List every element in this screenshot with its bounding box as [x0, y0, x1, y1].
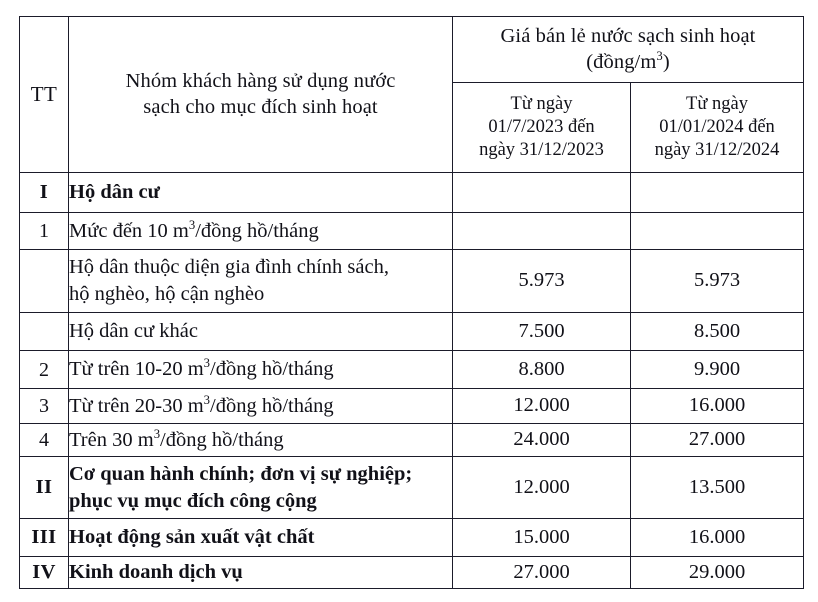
header-price-title-unit [586, 48, 670, 73]
row-index: III [20, 519, 69, 557]
row-index: II [20, 457, 69, 519]
header-period-2023-line1: Từ ngày [510, 93, 573, 114]
row-description-prefix: Từ trên 10-20 m [69, 358, 204, 381]
row-index: I [20, 173, 69, 213]
header-period-2024 [631, 83, 804, 173]
row-price-2024: 27.000 [631, 424, 804, 457]
table-row [20, 557, 804, 589]
row-index: 1 [20, 213, 69, 250]
row-price-2024 [631, 213, 804, 250]
row-index: 4 [20, 424, 69, 457]
table-row [20, 457, 804, 519]
row-price-2024: 9.900 [631, 351, 804, 389]
header-period-2024-line1: Từ ngày [686, 93, 748, 114]
row-index: 2 [20, 351, 69, 389]
row-description-line2: hộ nghèo, hộ cận nghèo [69, 283, 265, 305]
row-price-2023: 5.973 [453, 250, 631, 313]
header-period-2023-line3: ngày 31/12/2023 [479, 140, 604, 161]
row-description [69, 389, 453, 424]
row-price-2024: 29.000 [631, 557, 804, 589]
row-description-exponent: 3 [203, 392, 211, 407]
row-description [69, 351, 453, 389]
row-index: IV [20, 557, 69, 589]
header-customer-group [69, 17, 453, 173]
row-description-prefix: Mức đến 10 m [69, 219, 189, 242]
row-description-prefix: Trên 30 m [69, 428, 154, 451]
row-price-2024: 5.973 [631, 250, 804, 313]
row-description-exponent: 3 [153, 426, 161, 441]
row-price-2023: 7.500 [453, 313, 631, 351]
row-description [69, 424, 453, 457]
row-price-2023: 12.000 [453, 457, 631, 519]
row-description [69, 457, 453, 519]
table-row [20, 351, 804, 389]
header-price-unit-prefix: (đồng/m [586, 50, 657, 73]
table-row [20, 519, 804, 557]
header-period-2023-line2: 01/7/2023 đến [488, 116, 595, 137]
header-period-2024-line3: ngày 31/12/2024 [654, 140, 780, 161]
row-price-2023: 15.000 [453, 519, 631, 557]
row-price-2023 [453, 213, 631, 250]
row-description-suffix: /đồng hồ/tháng [195, 219, 319, 242]
row-description-line1: Cơ quan hành chính; đơn vị sự nghiệp; [69, 462, 413, 485]
table-header-row-1 [20, 17, 804, 83]
table-row [20, 173, 804, 213]
row-index [20, 313, 69, 351]
header-price-title [453, 17, 804, 83]
table-row [20, 389, 804, 424]
row-description: Hoạt động sản xuất vật chất [69, 519, 453, 557]
table-row [20, 424, 804, 457]
row-price-2024: 16.000 [631, 389, 804, 424]
row-price-2023 [453, 173, 631, 213]
header-period-2024-line2: 01/01/2024 đến [659, 116, 775, 137]
row-description [69, 250, 453, 313]
row-price-2023: 12.000 [453, 389, 631, 424]
header-tt: TT [20, 17, 69, 173]
row-index [20, 250, 69, 313]
row-price-2023: 8.800 [453, 351, 631, 389]
table-row [20, 250, 804, 313]
row-description-exponent: 3 [188, 217, 196, 232]
row-price-2024: 16.000 [631, 519, 804, 557]
header-customer-group-line2: sạch cho mục đích sinh hoạt [143, 95, 378, 118]
row-price-2024 [631, 173, 804, 213]
row-price-2024: 8.500 [631, 313, 804, 351]
row-description: Kinh doanh dịch vụ [69, 557, 453, 589]
row-description-prefix: Từ trên 20-30 m [69, 394, 204, 417]
row-description-suffix: /đồng hồ/tháng [210, 394, 334, 417]
row-description-line1: Hộ dân thuộc diện gia đình chính sách, [69, 256, 389, 279]
row-price-2023: 27.000 [453, 557, 631, 589]
row-description [69, 213, 453, 250]
row-description-line2: phục vụ mục đích công cộng [69, 489, 317, 512]
table-body [20, 173, 804, 589]
table-row [20, 213, 804, 250]
row-price-2024: 13.500 [631, 457, 804, 519]
header-period-2023 [453, 83, 631, 173]
row-description: Hộ dân cư khác [69, 313, 453, 351]
row-description-exponent: 3 [203, 356, 211, 371]
row-description: Hộ dân cư [69, 173, 453, 213]
table-row [20, 313, 804, 351]
row-description-suffix: /đồng hồ/tháng [210, 358, 334, 381]
row-description-suffix: /đồng hồ/tháng [160, 428, 284, 451]
row-index: 3 [20, 389, 69, 424]
table-header [20, 17, 804, 173]
header-price-title-line1: Giá bán lẻ nước sạch sinh hoạt [500, 25, 756, 48]
water-price-table [19, 16, 804, 589]
header-customer-group-line1: Nhóm khách hàng sử dụng nước [125, 70, 396, 93]
header-price-unit-exponent: 3 [656, 48, 663, 63]
header-price-unit-suffix: ) [662, 50, 670, 73]
row-price-2023: 24.000 [453, 424, 631, 457]
